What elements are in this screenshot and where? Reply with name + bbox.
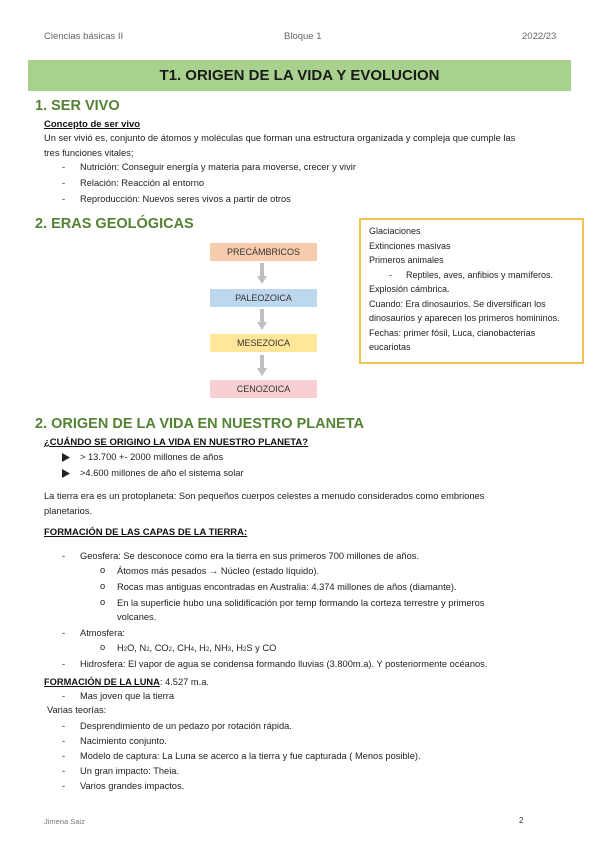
paragraph-line: La tierra era es un protoplaneta: Son pequeños cuerpos celestes a menudo considerados como embriones	[44, 491, 485, 501]
list-item: Un gran impacto: Theia.	[80, 766, 180, 776]
list-item: Geosfera: Se desconoce como era la tierra en sus primeros 700 millones de años.	[80, 551, 419, 561]
bullet-dash: -	[62, 628, 66, 638]
paragraph-line: tres funciones vitales;	[44, 148, 134, 158]
list-item: Atmosfera:	[80, 628, 125, 638]
box-line: Extinciones masivas	[369, 241, 451, 251]
paragraph-line: Un ser vivió es, conjunto de átomos y moléculas que forman una estructura organizada y compleja que cumple las	[44, 133, 516, 143]
list-item: Modelo de captura: La Luna se acerco a la tierra y fue capturada ( Menos posible).	[80, 751, 421, 761]
paragraph-line: planetarios.	[44, 506, 93, 516]
luna-line	[44, 675, 209, 690]
bullet-dash: -	[62, 721, 66, 731]
list-item: Mas joven que la tierra	[80, 691, 175, 701]
arrow-bullet-icon	[62, 453, 70, 462]
box-line: Explosión cámbrica.	[369, 284, 450, 294]
bullet-dash: -	[62, 781, 66, 791]
bullet-dash: -	[62, 659, 66, 669]
bullet-circle: o	[100, 597, 106, 607]
page-number: 2	[519, 816, 524, 825]
sub-list-item: Rocas mas antiguas encontradas en Australia: 4.374 millones de años (diamante).	[117, 582, 457, 592]
sub-list-item: En la superficie hubo una solidificación por temp formando la corteza terrestre y primeros	[117, 598, 485, 608]
title-banner	[28, 60, 571, 91]
box-line: Primeros animales	[369, 255, 444, 265]
list-item: Hidrosfera: El vapor de agua se condensa formando lluvias (3.800m.a). Y posteriormente océanos.	[80, 659, 488, 669]
bullet-dash: -	[62, 178, 66, 188]
section-heading-eras: 2. ERAS GEOLÓGICAS	[35, 216, 194, 232]
list-item: Desprendimiento de un pedazo por rotación rápida.	[80, 721, 292, 731]
list-item: > 13.700 +- 2000 millones de años	[80, 452, 224, 462]
subheading-cuando: ¿CUÁNDO SE ORIGINO LA VIDA EN NUESTRO PLANETA?	[44, 437, 309, 448]
sub-list-item: volcanes.	[117, 612, 157, 622]
down-arrow-icon	[257, 309, 267, 331]
header-year: 2022/23	[522, 31, 557, 42]
bullet-dash: -	[62, 691, 66, 701]
bullet-dash: -	[62, 736, 66, 746]
bullet-dash: -	[62, 194, 66, 204]
era-paleozoica: PALEOZOICA	[210, 289, 317, 307]
era-cenozoica: CENOZOICA	[210, 380, 317, 398]
teorias-label: Varias teorías:	[47, 705, 107, 715]
down-arrow-icon	[257, 263, 267, 285]
eras-notes-box	[359, 218, 584, 364]
atmosphere-formula: H2O, N2, CO2, CH4, H2, NH3, H2S y CO	[117, 643, 277, 653]
page-title: T1. ORIGEN DE LA VIDA Y EVOLUCION	[159, 67, 440, 84]
bullet-dash: -	[62, 551, 66, 561]
subheading-luna: FORMACIÓN DE LA LUNA	[44, 677, 160, 687]
box-line: eucariotas	[369, 342, 411, 352]
bullet-dash: -	[389, 270, 392, 280]
bullet-dash: -	[62, 751, 66, 761]
bullet-dash: -	[62, 766, 66, 776]
era-precambricos: PRECÁMBRICOS	[210, 243, 317, 261]
section-heading-ser-vivo: 1. SER VIVO	[35, 98, 120, 114]
list-item: >4.600 millones de año el sistema solar	[80, 468, 244, 478]
arrow-bullet-icon	[62, 469, 70, 478]
list-item: Relación: Reacción al entorno	[80, 178, 205, 188]
sub-list-item: Átomos más pesados → Núcleo (estado líquido).	[117, 566, 320, 576]
header-block: Bloque 1	[284, 31, 322, 42]
bullet-circle: o	[100, 642, 106, 652]
box-line: Fechas: primer fósil, Luca, cianobacterias	[369, 328, 536, 338]
box-line: dinosaurios y aparecen los primeros homininos.	[369, 313, 560, 323]
box-line: Glaciaciones	[369, 226, 421, 236]
box-line: Cuando: Era dinosaurios. Se diversifican los	[369, 299, 546, 309]
subheading-capas: FORMACIÓN DE LAS CAPAS DE LA TIERRA:	[44, 527, 248, 538]
down-arrow-icon	[257, 355, 267, 377]
era-mesezoica: MESEZOICA	[210, 334, 317, 352]
section-heading-origen: 2. ORIGEN DE LA VIDA EN NUESTRO PLANETA	[35, 416, 364, 432]
list-item: Reproducción: Nuevos seres vivos a partir de otros	[80, 194, 291, 204]
footer-author: Jimena Saiz	[44, 817, 85, 826]
header-subject: Ciencias básicas II	[44, 31, 124, 42]
list-item: Nutrición: Conseguir energía y materia para moverse, crecer y vivir	[80, 162, 356, 172]
list-item: Nacimiento conjunto.	[80, 736, 167, 746]
luna-age: : 4.527 m.a.	[159, 677, 209, 687]
bullet-dash: -	[62, 162, 66, 172]
bullet-circle: o	[100, 565, 106, 575]
subheading-concepto: Concepto de ser vivo	[44, 119, 141, 130]
box-line: Reptiles, aves, anfibios y mamíferos.	[406, 270, 554, 280]
list-item: Varios grandes impactos.	[80, 781, 185, 791]
bullet-circle: o	[100, 581, 106, 591]
